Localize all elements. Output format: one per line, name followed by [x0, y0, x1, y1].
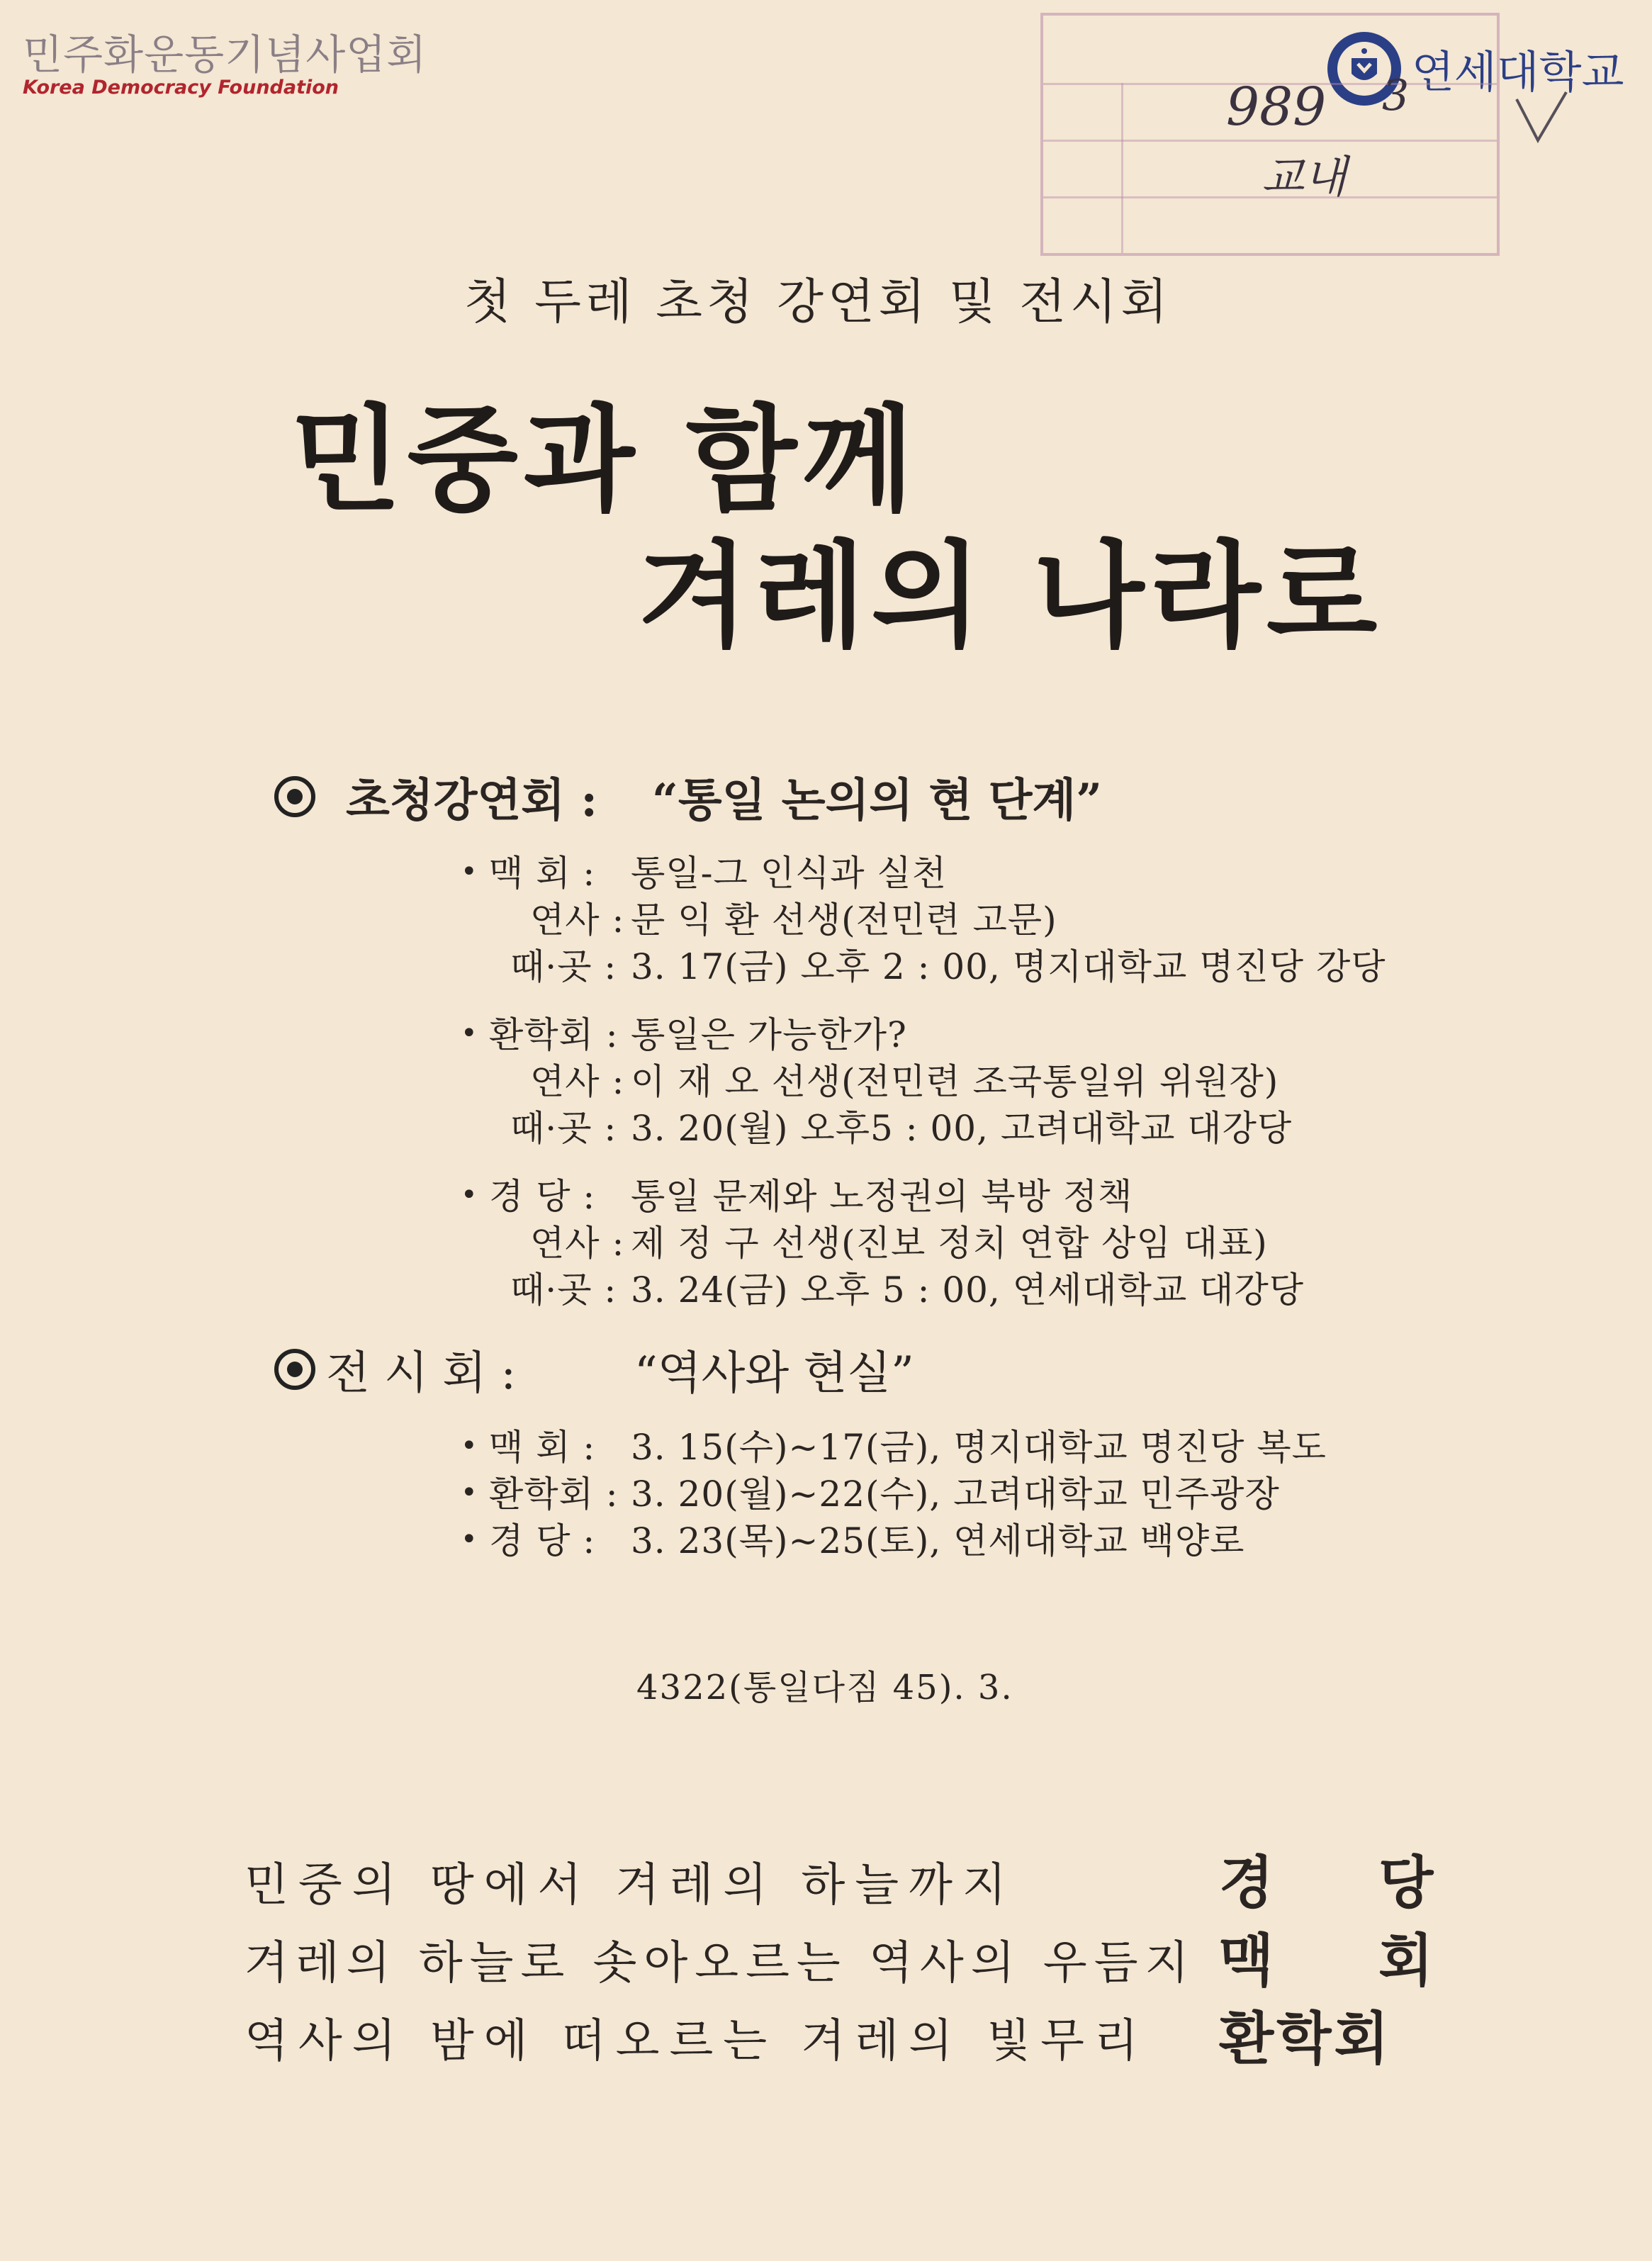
- lecture-heading-label: 초청강연회 :: [346, 774, 598, 827]
- when-where-label: 때·곳 :: [510, 946, 617, 987]
- handwritten-note: 교내: [1262, 151, 1347, 203]
- foundation-name-english: Korea Democracy Foundation: [23, 77, 339, 99]
- lecture-host: 맥 회 :: [489, 853, 596, 894]
- exhibition-detail: 3. 15(수)~17(금), 명지대학교 명진당 복도: [631, 1427, 1327, 1468]
- bullet-dot-icon: •: [461, 855, 478, 888]
- organization-name: 맥 회: [1219, 1927, 1476, 1994]
- organization-name: 경 당: [1219, 1849, 1476, 1916]
- lecture-speaker: 이 재 오 선생(전민련 조국통일위 위원장): [631, 1061, 1279, 1102]
- lecture-topic: 통일-그 인식과 실천: [631, 853, 948, 894]
- lecture-speaker: 문 익 환 선생(전민련 고문): [631, 899, 1057, 941]
- main-title-line-2: 겨레의 나라로: [638, 529, 1383, 663]
- exhibition-detail: 3. 20(월)~22(수), 고려대학교 민주광장: [631, 1474, 1280, 1515]
- foundation-name-korean: 민주화운동기념사업회: [23, 30, 427, 79]
- exhibition-bullet-icon: [274, 1349, 315, 1390]
- slogan-line: 민중의 땅에서 겨레의 하늘까지: [245, 1859, 1016, 1912]
- bullet-dot-icon: •: [461, 1476, 478, 1509]
- bullet-dot-icon: •: [461, 1179, 478, 1211]
- exhibition-heading-label: 전 시 회 :: [326, 1347, 517, 1400]
- lecture-topic: 통일 문제와 노정권의 북방 정책: [631, 1176, 1133, 1217]
- issue-date: 4322(통일다짐 45). 3.: [636, 1668, 1013, 1707]
- bullet-dot-icon: •: [461, 1430, 478, 1462]
- lecture-speaker: 제 정 구 선생(진보 정치 연합 상임 대표): [631, 1223, 1268, 1264]
- exhibition-host: 맥 회 :: [489, 1427, 596, 1468]
- university-name: 연세대학교: [1412, 46, 1624, 98]
- exhibition-host: 환학회 :: [489, 1474, 619, 1515]
- lecture-when-where: 3. 20(월) 오후5 : 00, 고려대학교 대강당: [631, 1108, 1293, 1149]
- lecture-when-where: 3. 24(금) 오후 5 : 00, 연세대학교 대강당: [631, 1269, 1305, 1311]
- lecture-host: 환학회 :: [489, 1014, 619, 1055]
- event-subtitle: 첫 두레 초청 강연회 및 전시회: [464, 274, 1172, 330]
- bullet-dot-icon: •: [461, 1017, 478, 1050]
- speaker-label: 연사 :: [530, 1223, 625, 1264]
- lecture-when-where: 3. 17(금) 오후 2 : 00, 명지대학교 명진당 강당: [631, 946, 1386, 987]
- exhibition-heading-title: “역사와 현실”: [634, 1347, 914, 1400]
- handwritten-year: 989: [1226, 77, 1327, 138]
- exhibition-host: 경 당 :: [489, 1520, 596, 1561]
- when-where-label: 때·곳 :: [510, 1108, 617, 1149]
- main-title-line-1: 민중과 함께: [291, 393, 919, 527]
- slogan-line: 겨레의 하늘로 솟아오르는 역사의 우듬지: [245, 1937, 1196, 1990]
- speaker-label: 연사 :: [530, 1061, 625, 1102]
- handwritten-month: 3: [1382, 71, 1410, 120]
- bullet-dot-icon: •: [461, 1523, 478, 1556]
- lecture-heading-title: “통일 논의의 현 단계”: [652, 774, 1103, 827]
- organization-name: 환학회: [1219, 2005, 1392, 2072]
- slogan-line: 역사의 밤에 떠오르는 겨레의 빛무리: [245, 2015, 1148, 2068]
- lecture-host: 경 당 :: [489, 1176, 596, 1217]
- lecture-bullet-icon: [274, 776, 315, 817]
- lecture-topic: 통일은 가능한가?: [631, 1014, 907, 1055]
- checkmark-icon: [1510, 85, 1573, 149]
- when-where-label: 때·곳 :: [510, 1269, 617, 1311]
- speaker-label: 연사 :: [530, 899, 625, 941]
- exhibition-detail: 3. 23(목)~25(토), 연세대학교 백양로: [631, 1520, 1245, 1561]
